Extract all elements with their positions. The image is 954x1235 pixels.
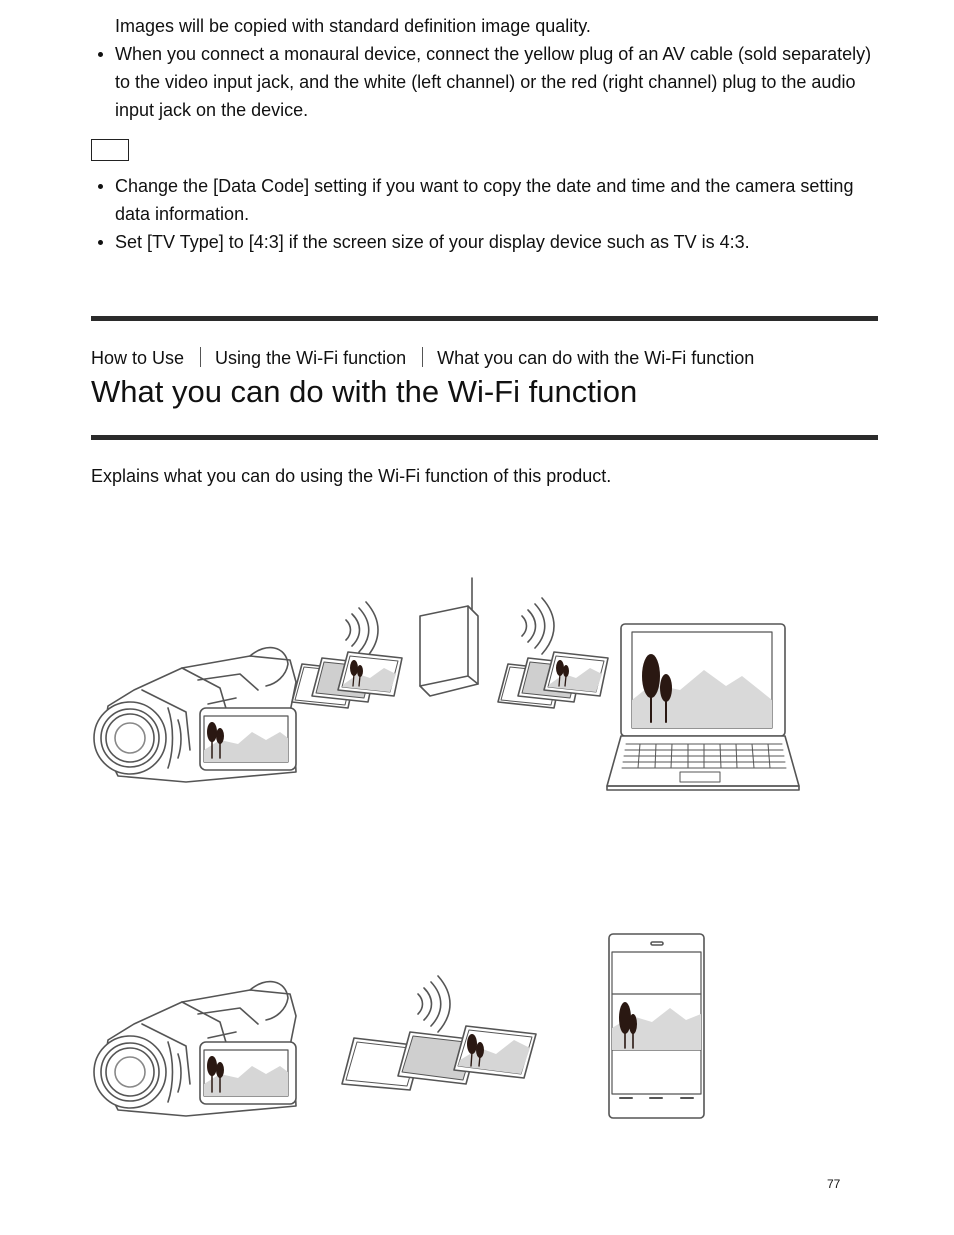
list-item: When you connect a monaural device, connect the yellow plug of an AV cable (sold separately) to the video input jack, and the white (left channel) or the red (right channel) plug to the audio input jack on the device. — [91, 40, 875, 124]
wifi-waves-icon — [346, 602, 378, 658]
breadcrumb-item-wifi-function[interactable]: Using the Wi-Fi function — [215, 348, 407, 368]
list-item: Change the [Data Code] setting if you want to copy the date and time and the camera setting data information. — [91, 172, 875, 228]
intro-text: Explains what you can do using the Wi-Fi function of this product. — [91, 466, 612, 486]
list-item: Set [TV Type] to [4:3] if the screen size of your display device such as TV is 4:3. — [91, 228, 875, 256]
photos-icon — [342, 1026, 536, 1090]
laptop-icon — [607, 624, 799, 790]
camcorder-icon — [94, 982, 296, 1116]
continued-text-line: Images will be copied with standard definition image quality. — [115, 16, 591, 36]
photos-icon — [292, 652, 402, 708]
photos-icon — [498, 652, 608, 708]
wifi-waves-icon — [522, 598, 554, 654]
page-title: What you can do with the Wi-Fi function — [91, 374, 638, 409]
wifi-waves-icon — [418, 976, 450, 1032]
smartphone-icon — [609, 934, 704, 1118]
breadcrumb-item-current: What you can do with the Wi-Fi function — [437, 348, 755, 368]
page-number: 77 — [827, 1177, 841, 1191]
breadcrumb-item-how-to-use[interactable]: How to Use — [91, 348, 185, 368]
camcorder-icon — [94, 648, 296, 782]
wifi-router-icon — [420, 578, 478, 696]
